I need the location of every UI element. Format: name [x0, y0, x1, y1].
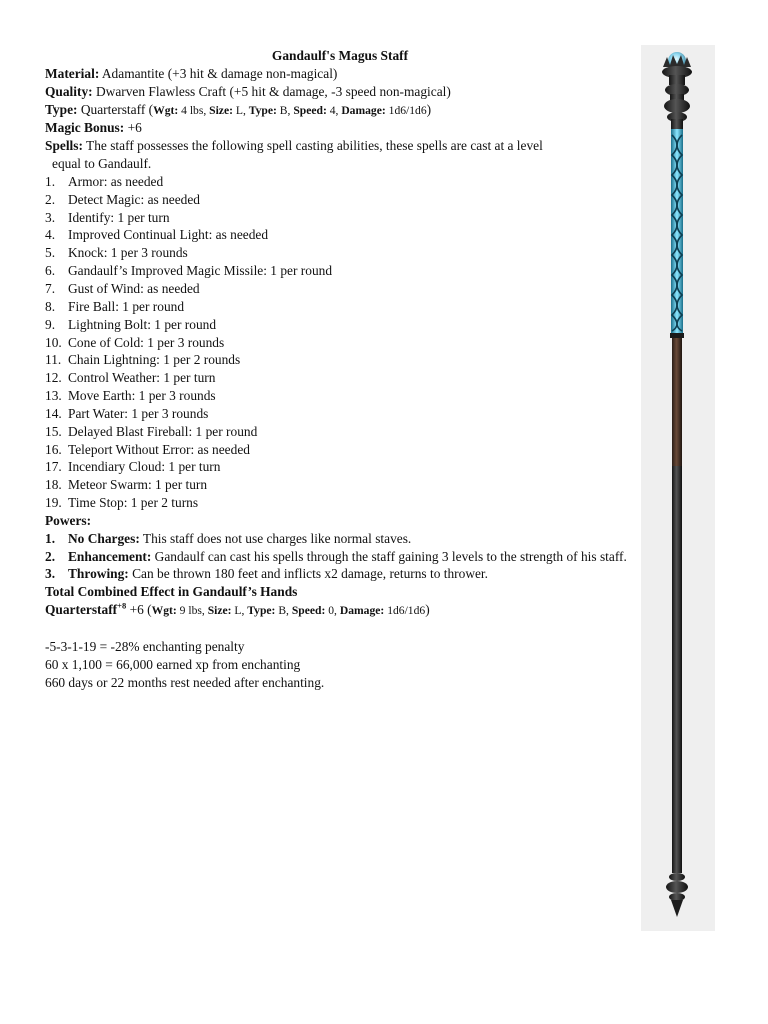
spell-item — [45, 334, 635, 352]
total-line — [45, 601, 635, 620]
quality-line — [45, 83, 635, 101]
spell-number: 10. — [45, 334, 62, 350]
spell-number: 17. — [45, 459, 62, 475]
spells-intro — [45, 137, 635, 155]
spells-intro-line2: equal to Gandaulf. — [52, 156, 152, 172]
spell-text: Gandaulf’s Improved Magic Missile: 1 per round — [68, 263, 333, 279]
spacer — [45, 620, 635, 638]
spell-item — [45, 369, 635, 387]
spell-number: 18. — [45, 477, 62, 493]
page-title: Gandaulf's Magus Staff — [271, 48, 409, 63]
power-text: This staff does not use charges like normal staves. — [139, 530, 412, 546]
speed-value: 4, — [326, 103, 342, 117]
spell-text: Armor: as needed — [68, 173, 164, 189]
power-text: Gandaulf can cast his spells through the staff gaining 3 levels to the strength of his staff. — [151, 548, 627, 564]
spell-item — [45, 351, 635, 369]
type-label: Type: — [45, 101, 78, 117]
total-heading-text: Total Combined Effect in Gandaulf’s Hands — [45, 584, 298, 600]
wgt-label: Wgt: — [153, 103, 179, 117]
material-line — [45, 65, 635, 83]
spell-number: 12. — [45, 370, 62, 386]
spell-text: Gust of Wind: as needed — [68, 280, 200, 296]
total-speed-value: 0, — [325, 604, 340, 618]
spell-number: 16. — [45, 441, 62, 457]
total-name: Quarterstaff — [45, 602, 118, 618]
spell-item — [45, 494, 635, 512]
spell-item — [45, 405, 635, 423]
total-damage-label: Damage: — [339, 604, 385, 618]
spell-text: Incendiary Cloud: 1 per turn — [68, 459, 221, 475]
type-line — [45, 101, 635, 120]
spells-intro-line1: The staff possesses the following spell casting abilities, these spells are cast at a level — [82, 138, 543, 154]
total-close: ) — [425, 602, 430, 618]
spell-number: 14. — [45, 405, 62, 421]
power-list — [45, 530, 635, 584]
spell-text: Fire Ball: 1 per round — [68, 298, 185, 314]
spell-number: 6. — [45, 263, 56, 279]
spell-number: 3. — [45, 209, 56, 225]
spell-text: Part Water: 1 per 3 rounds — [68, 405, 209, 421]
staff-shaft — [672, 466, 682, 873]
spell-item — [45, 458, 635, 476]
calc-line-2: 60 x 1,100 = 66,000 earned xp from enchanting — [45, 656, 301, 672]
spell-number: 19. — [45, 495, 62, 511]
type-sub-label: Type: — [248, 103, 277, 117]
spell-text: Lightning Bolt: 1 per round — [68, 316, 217, 332]
spell-text: Meteor Swarm: 1 per turn — [68, 477, 208, 493]
spell-number: 9. — [45, 316, 56, 332]
quality-label: Quality: — [45, 83, 93, 99]
spell-item — [45, 244, 635, 262]
spell-list — [45, 173, 635, 512]
spell-text: Identify: 1 per turn — [68, 209, 170, 225]
spell-text: Improved Continual Light: as needed — [68, 227, 269, 243]
spell-item — [45, 298, 635, 316]
spell-text: Cone of Cold: 1 per 3 rounds — [68, 334, 225, 350]
total-sup: +8 — [117, 600, 127, 611]
spell-number: 1. — [45, 173, 56, 189]
total-wgt-value: 9 lbs, — [176, 604, 208, 618]
spell-text: Detect Magic: as needed — [68, 191, 200, 207]
type-value: Quarterstaff ( — [77, 101, 154, 117]
spell-item — [45, 316, 635, 334]
damage-value: 1d6/1d6 — [385, 103, 427, 117]
power-label: Throwing: — [68, 566, 129, 582]
spell-text: Knock: 1 per 3 rounds — [68, 245, 188, 261]
power-item — [45, 530, 635, 548]
power-item — [45, 548, 635, 566]
power-number: 3. — [45, 566, 56, 582]
type-sub-value: B, — [276, 103, 294, 117]
document-body — [45, 47, 635, 691]
total-size-label: Size: — [207, 604, 232, 618]
magic-bonus-value: +6 — [124, 120, 142, 136]
spell-text: Time Stop: 1 per 2 turns — [68, 495, 199, 511]
calc-line-3: 660 days or 22 months rest needed after enchanting. — [45, 674, 325, 690]
speed-label: Speed: — [293, 103, 327, 117]
power-number: 1. — [45, 530, 56, 546]
spell-item — [45, 191, 635, 209]
spell-text: Teleport Without Error: as needed — [68, 441, 250, 457]
calc-line-1: -5-3-1-19 = -28% enchanting penalty — [45, 638, 245, 654]
spell-text: Control Weather: 1 per turn — [68, 370, 216, 386]
powers-label: Powers: — [45, 512, 92, 528]
spell-item — [45, 441, 635, 459]
grip-wrap — [672, 338, 682, 466]
powers-heading — [45, 512, 635, 530]
damage-label: Damage: — [341, 103, 386, 117]
spell-number: 15. — [45, 423, 62, 439]
total-bonus: +6 ( — [126, 602, 152, 618]
staff-illustration — [641, 45, 715, 931]
size-label: Size: — [209, 103, 233, 117]
spell-number: 5. — [45, 245, 56, 261]
spell-number: 13. — [45, 388, 62, 404]
staff-image — [641, 45, 715, 931]
spell-text: Chain Lightning: 1 per 2 rounds — [68, 352, 241, 368]
total-heading — [45, 583, 635, 601]
material-label: Material: — [45, 65, 100, 81]
spell-item — [45, 226, 635, 244]
spell-item — [45, 387, 635, 405]
spell-text: Delayed Blast Fireball: 1 per round — [68, 423, 258, 439]
power-item — [45, 565, 635, 583]
total-type-label: Type: — [247, 604, 276, 618]
power-label: No Charges: — [68, 530, 140, 546]
wgt-value: 4 lbs, — [178, 103, 210, 117]
staff-tip — [671, 900, 683, 917]
quality-value: Dwarven Flawless Craft (+5 hit & damage, -3 speed non-magical) — [92, 83, 451, 99]
size-value: L, — [232, 103, 249, 117]
total-speed-label: Speed: — [291, 604, 326, 618]
spell-item — [45, 476, 635, 494]
spell-number: 7. — [45, 280, 56, 296]
material-value: Adamantite (+3 hit & damage non-magical) — [99, 65, 338, 81]
spell-item — [45, 423, 635, 441]
magic-bonus-line — [45, 119, 635, 137]
spell-number: 11. — [45, 352, 62, 368]
spell-number: 2. — [45, 191, 56, 207]
spell-number: 8. — [45, 298, 56, 314]
spell-number: 4. — [45, 227, 56, 243]
spell-item — [45, 262, 635, 280]
spells-label: Spells: — [45, 138, 83, 154]
spell-item — [45, 173, 635, 191]
spell-item — [45, 280, 635, 298]
power-label: Enhancement: — [68, 548, 152, 564]
total-wgt-label: Wgt: — [151, 604, 177, 618]
magic-bonus-label: Magic Bonus: — [45, 120, 125, 136]
spell-text: Move Earth: 1 per 3 rounds — [68, 388, 216, 404]
type-close: ) — [426, 101, 432, 117]
power-number: 2. — [45, 548, 56, 564]
spell-item — [45, 209, 635, 227]
power-text: Can be thrown 180 feet and inflicts x2 damage, returns to thrower. — [128, 566, 489, 582]
total-damage-value: 1d6/1d6 — [384, 604, 426, 618]
total-type-value: B, — [275, 604, 292, 618]
total-size-value: L, — [231, 604, 248, 618]
